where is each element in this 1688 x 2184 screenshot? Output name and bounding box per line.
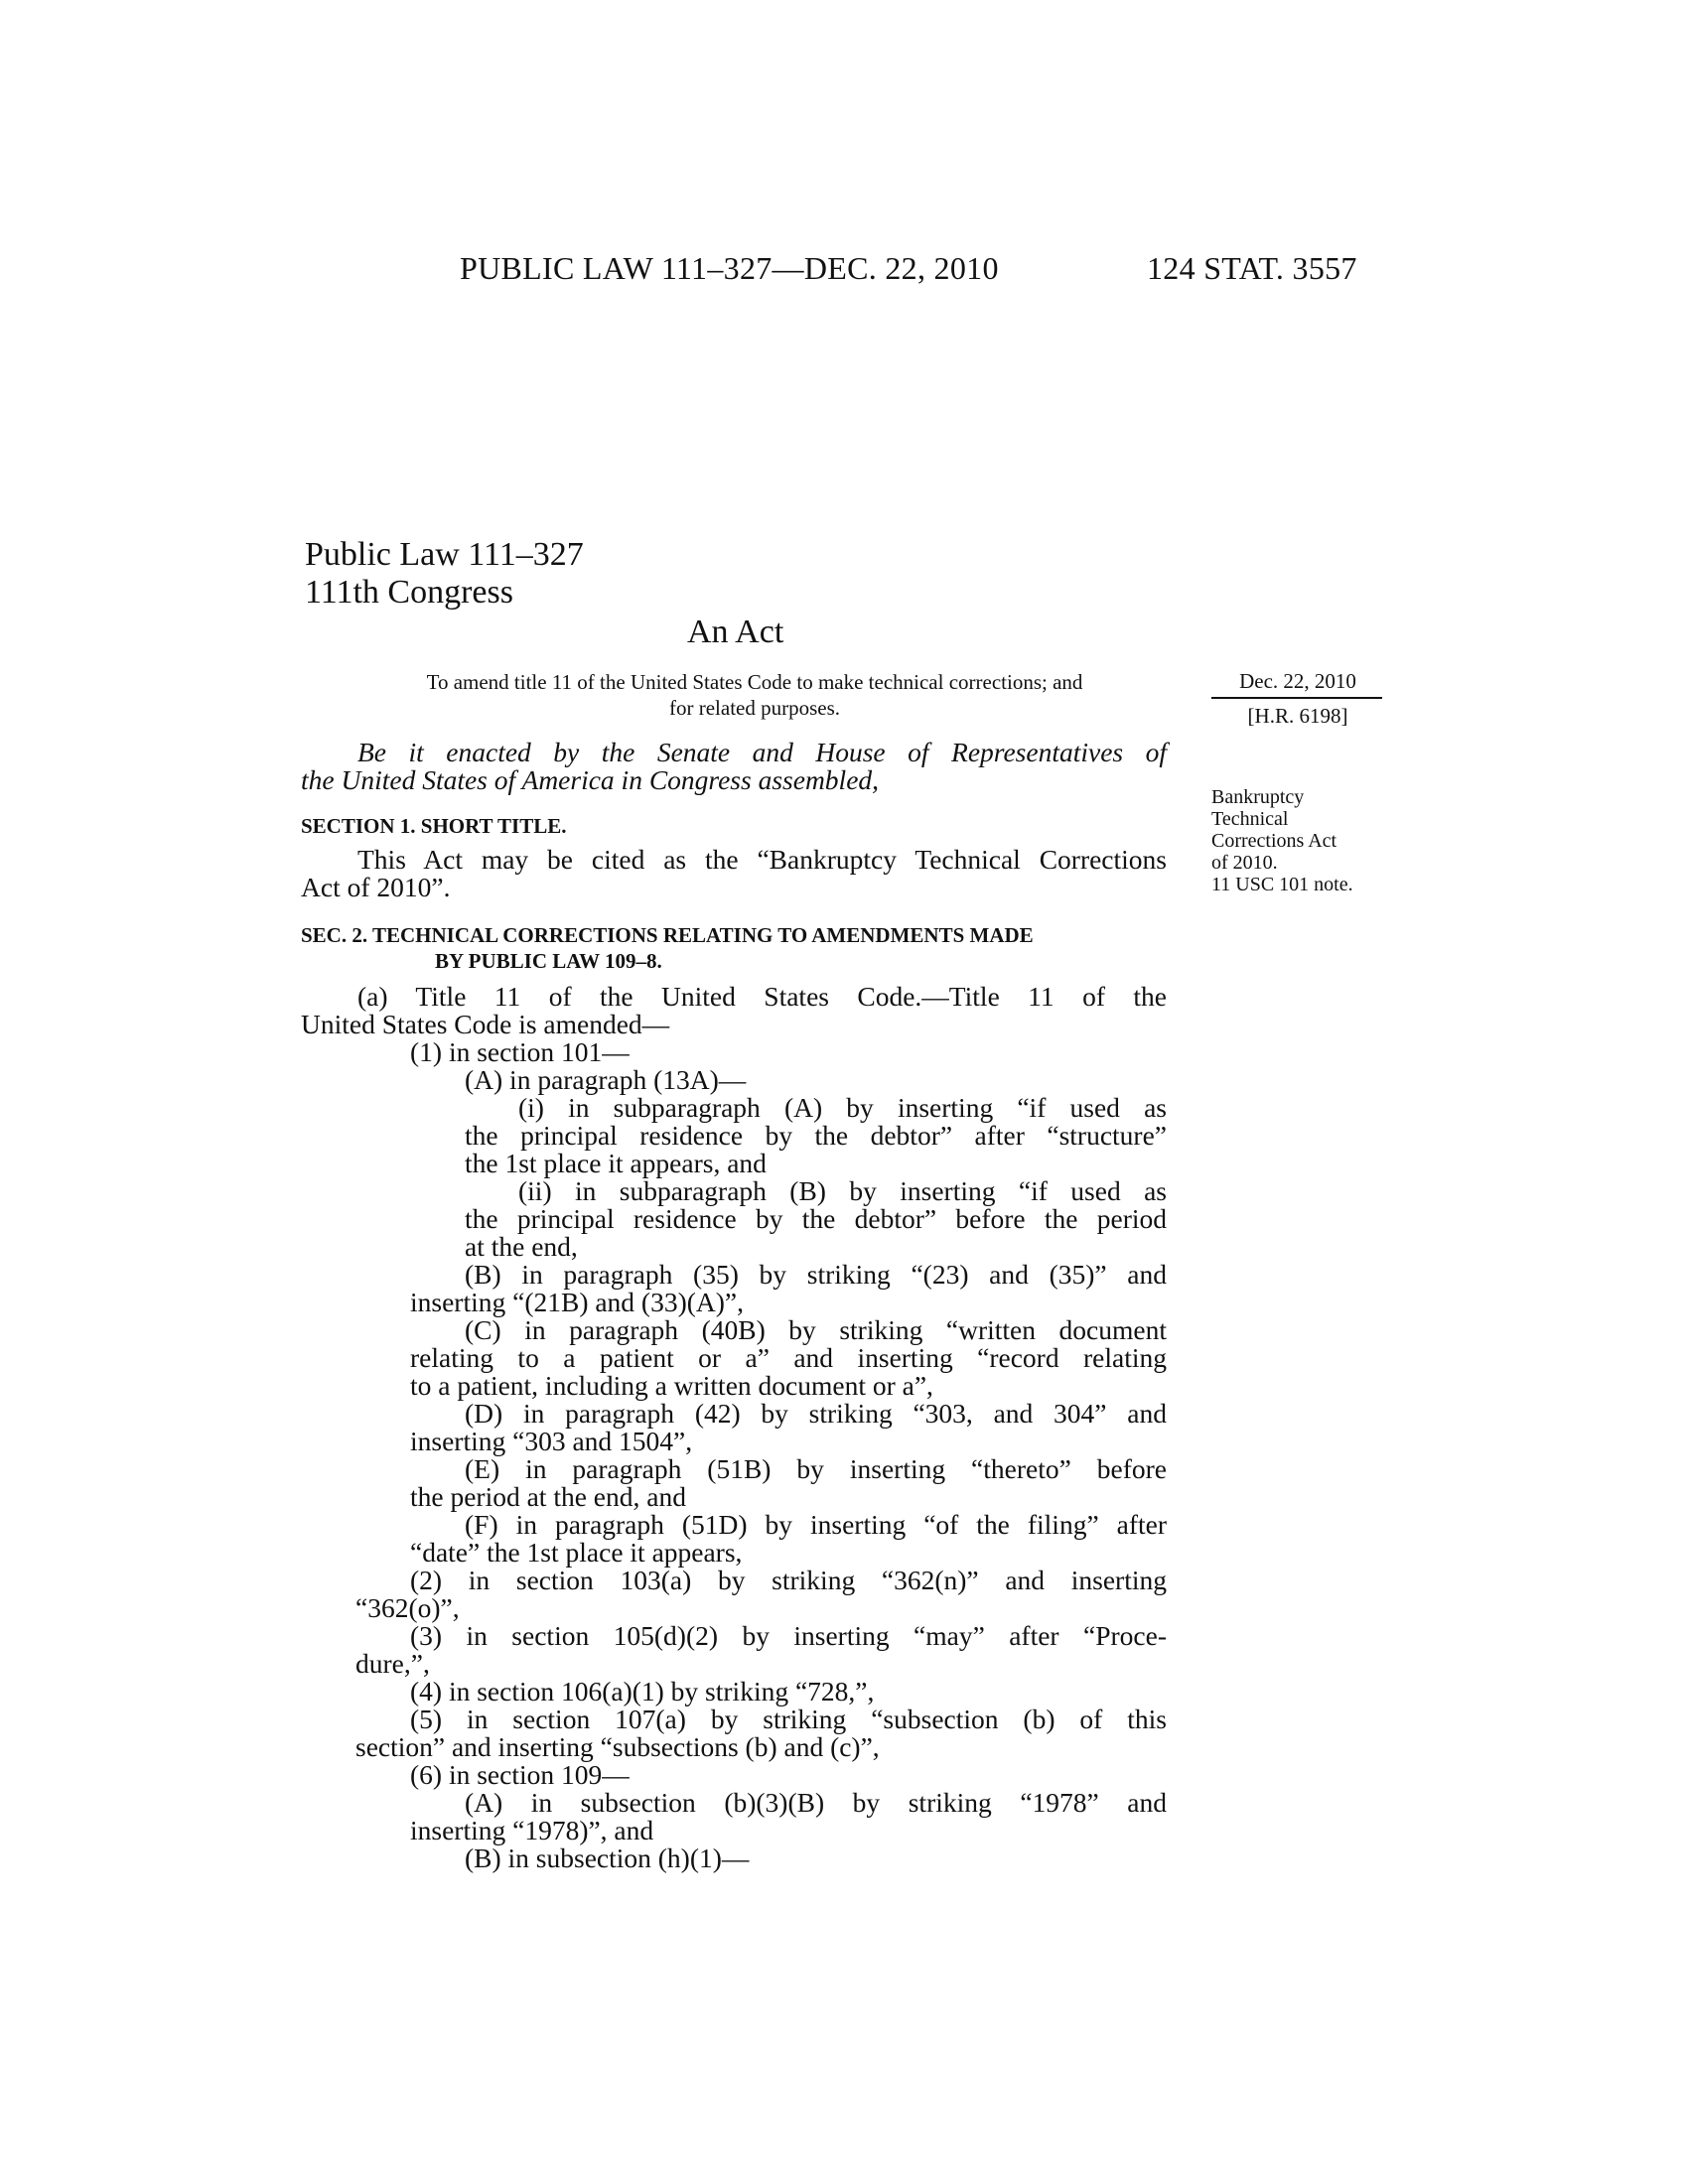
section-1-text-line-1: This Act may be cited as the “Bankruptcy Technical Corrections [357, 844, 1167, 875]
body-line: inserting “303 and 1504”, [410, 1426, 693, 1456]
body-line: to a patient, including a written document or a”, [410, 1370, 933, 1401]
body-line: the principal residence by the debtor” before the period [465, 1203, 1167, 1234]
body-line: (D) in paragraph (42) by striking “303, and 304” and [465, 1398, 1167, 1429]
body-line: (5) in section 107(a) by striking “subsection (b) of this [410, 1704, 1167, 1734]
body-line: the principal residence by the debtor” after “structure” [465, 1120, 1167, 1151]
purpose-line-1: To amend title 11 of the United States Code to make technical corrections; and [426, 670, 1083, 694]
body-line: (1) in section 101— [410, 1036, 630, 1067]
enacting-clause-line-1: Be it enacted by the Senate and House of Representatives of [357, 737, 1167, 767]
body-line: (A) in paragraph (13A)— [465, 1064, 747, 1095]
body-line: dure,”, [355, 1648, 430, 1679]
margin-note-line: 11 USC 101 note. [1211, 874, 1353, 895]
body-line: “362(o)”, [355, 1592, 460, 1623]
margin-note-line: of 2010. [1211, 852, 1278, 874]
body-line: (C) in paragraph (40B) by striking “written document [465, 1314, 1167, 1345]
body-line: (F) in paragraph (51D) by inserting “of the filing” after [465, 1509, 1167, 1540]
section-1-text-line-2: Act of 2010”. [301, 872, 451, 902]
margin-note-line: Corrections Act [1211, 830, 1337, 852]
body-line: “date” the 1st place it appears, [410, 1537, 743, 1568]
body-line: (2) in section 103(a) by striking “362(n)” and inserting [410, 1565, 1167, 1595]
body-line: inserting “1978)”, and [410, 1815, 654, 1845]
date-divider [1211, 697, 1382, 699]
body-line: (6) in section 109— [410, 1759, 630, 1790]
body-line: (4) in section 106(a)(1) by striking “728,”, [410, 1676, 875, 1706]
section-2-heading-line-2: BY PUBLIC LAW 109–8. [435, 949, 662, 973]
body-line: (B) in paragraph (35) by striking “(23) and (35)” and [465, 1259, 1167, 1290]
bill-number: [H.R. 6198] [1247, 704, 1348, 728]
running-header-left: PUBLIC LAW 111–327—DEC. 22, 2010 [460, 250, 999, 286]
body-line: (3) in section 105(d)(2) by inserting “may” after “Proce- [410, 1620, 1167, 1651]
enacting-clause-line-2: the United States of America in Congress assembled, [301, 764, 880, 795]
body-line: (i) in subparagraph (A) by inserting “if used as [518, 1092, 1167, 1123]
margin-note-line: Bankruptcy [1211, 786, 1305, 808]
section-2-heading-line-1: SEC. 2. TECHNICAL CORRECTIONS RELATING TO AMENDMENTS MADE [301, 923, 1034, 947]
congress-number: 111th Congress [305, 574, 513, 611]
body-line: the period at the end, and [410, 1481, 686, 1512]
purpose-line-2: for related purposes. [668, 696, 841, 720]
body-line: (ii) in subparagraph (B) by inserting “if used as [518, 1175, 1167, 1206]
body-line: section” and inserting “subsections (b) and (c)”, [355, 1731, 880, 1762]
section-1-heading: SECTION 1. SHORT TITLE. [301, 814, 567, 838]
body-line: (A) in subsection (b)(3)(B) by striking “1978” and [465, 1787, 1167, 1818]
body-line: inserting “(21B) and (33)(A)”, [410, 1287, 745, 1317]
body-line: United States Code is amended— [301, 1009, 670, 1039]
law-number: Public Law 111–327 [305, 536, 584, 573]
running-header-page: 124 STAT. 3557 [1147, 250, 1357, 286]
body-line: at the end, [465, 1231, 578, 1262]
body-line: relating to a patient or a” and inserting “record relating [410, 1342, 1167, 1373]
margin-note-line: Technical [1211, 808, 1289, 830]
enactment-date: Dec. 22, 2010 [1239, 669, 1356, 693]
body-line: (B) in subsection (h)(1)— [465, 1843, 750, 1873]
body-line: the 1st place it appears, and [465, 1148, 767, 1178]
act-heading: An Act [687, 614, 784, 650]
body-line [357, 983, 1167, 1011]
subsection-a-intro: (a) Title 11 of the United States Code.—Title 11 of the [357, 981, 1167, 1012]
body-line: (E) in paragraph (51B) by inserting “thereto” before [465, 1453, 1167, 1484]
